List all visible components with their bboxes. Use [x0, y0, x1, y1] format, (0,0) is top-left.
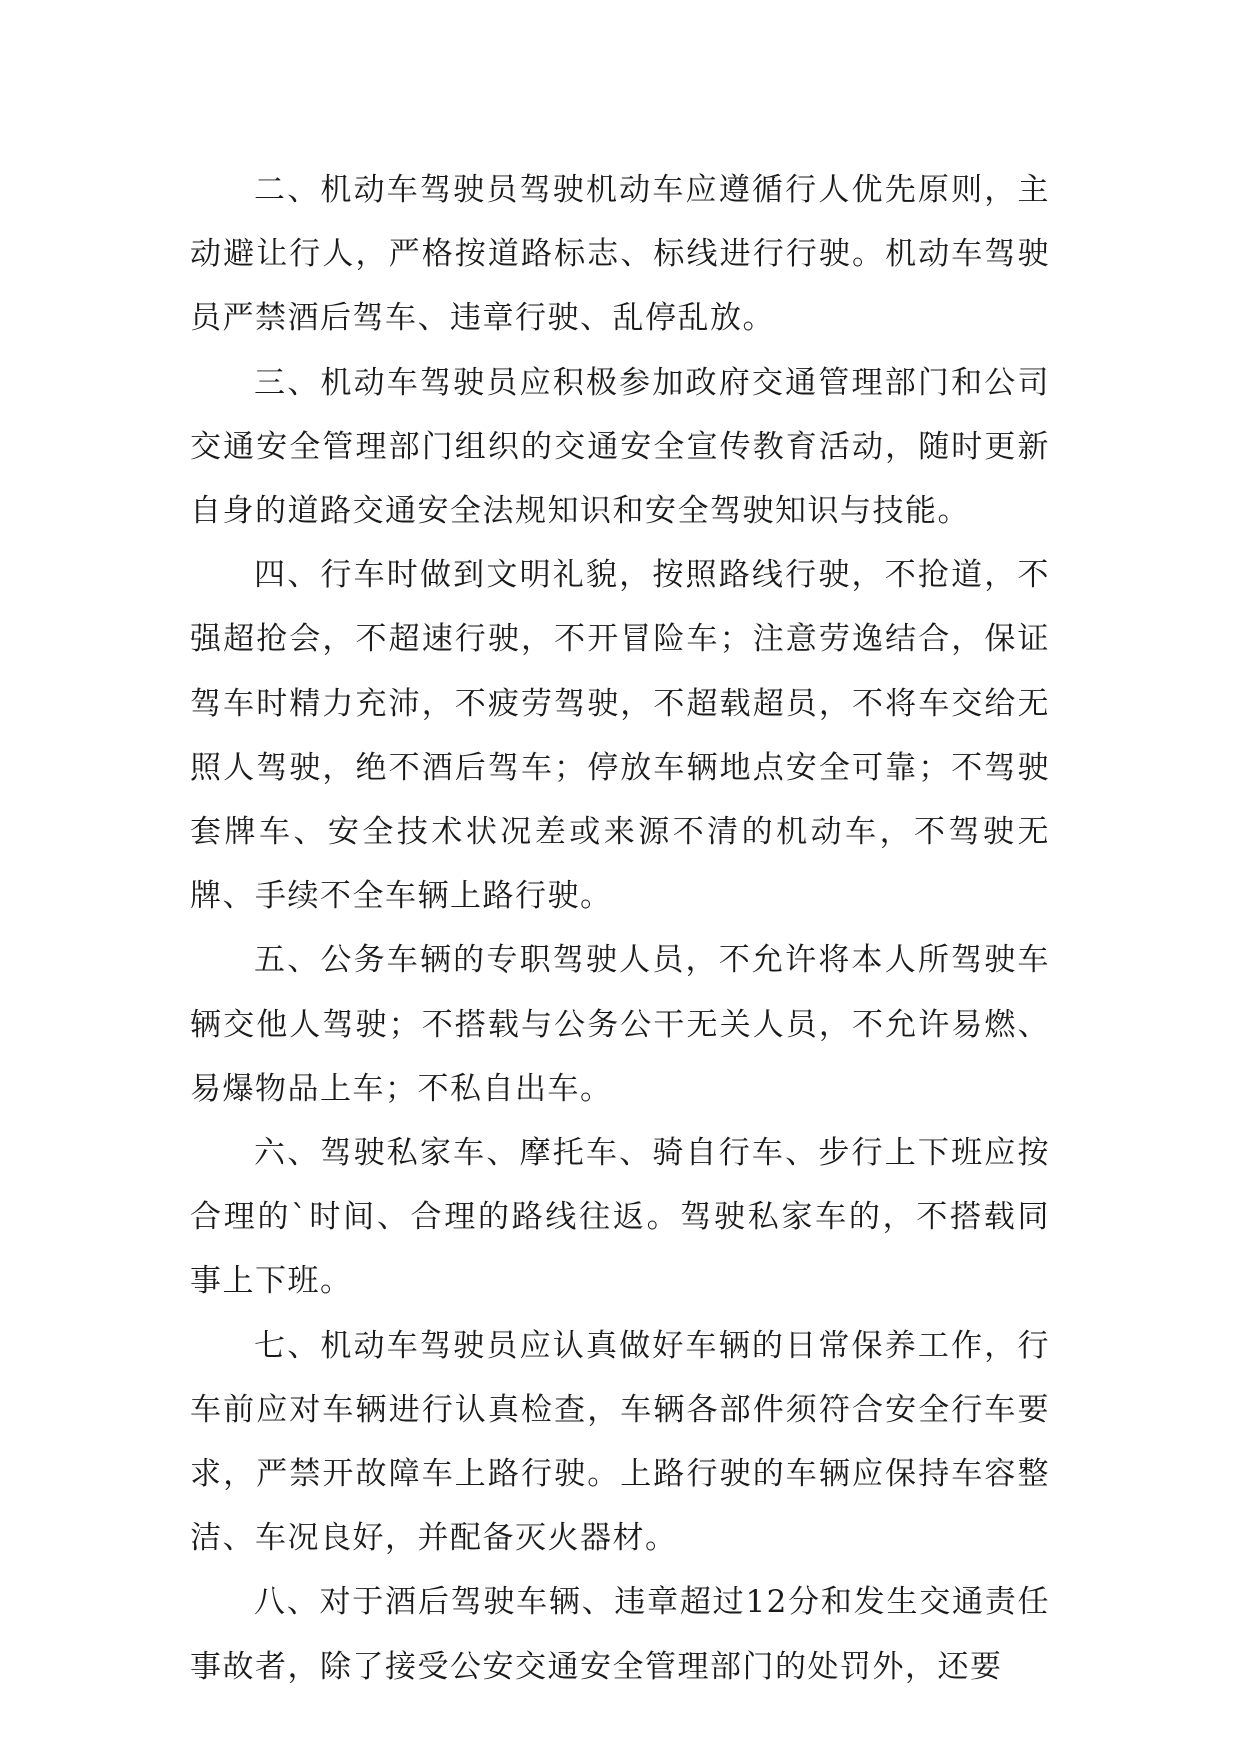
- paragraph-8: 八、对于酒后驾驶车辆、违章超过12分和发生交通责任事故者，除了接受公安交通安全管理部门的处罚外，还要: [190, 1584, 1050, 1685]
- document-body: [190, 158, 1050, 1699]
- paragraph-3: 三、机动车驾驶员应积极参加政府交通管理部门和公司交通安全管理部门组织的交通安全宣传教育活动，随时更新自身的道路交通安全法规知识和安全驾驶知识与技能。: [190, 364, 1050, 530]
- paragraph-7: 七、机动车驾驶员应认真做好车辆的日常保养工作，行车前应对车辆进行认真检查，车辆各部件须符合安全行车要求，严禁开故障车上路行驶。上路行驶的车辆应保持车容整洁、车况良好，并配备灭火器材。: [190, 1327, 1050, 1557]
- paragraph-5: 五、公务车辆的专职驾驶人员，不允许将本人所驾驶车辆交他人驾驶；不搭载与公务公干无关人员，不允许易燃、易爆物品上车；不私自出车。: [190, 942, 1050, 1107]
- paragraph-6: 六、驾驶私家车、摩托车、骑自行车、步行上下班应按合理的`时间、合理的路线往返。驾驶私家车的，不搭载同事上下班。: [190, 1135, 1050, 1300]
- paragraph-2: 二、机动车驾驶员驾驶机动车应遵循行人优先原则，主动避让行人，严格按道路标志、标线进行行驶。机动车驾驶员严禁酒后驾车、违章行驶、乱停乱放。: [190, 172, 1050, 337]
- paragraph-4: 四、行车时做到文明礼貌，按照路线行驶，不抢道，不强超抢会，不超速行驶，不开冒险车；注意劳逸结合，保证驾车时精力充沛，不疲劳驾驶，不超载超员，不将车交给无照人驾驶，绝不酒后驾车；停放车辆地点安全可靠；不驾驶套牌车、安全技术状况差或来源不清的机动车，不驾驶无牌、手续不全车辆上路行驶。: [190, 557, 1050, 915]
